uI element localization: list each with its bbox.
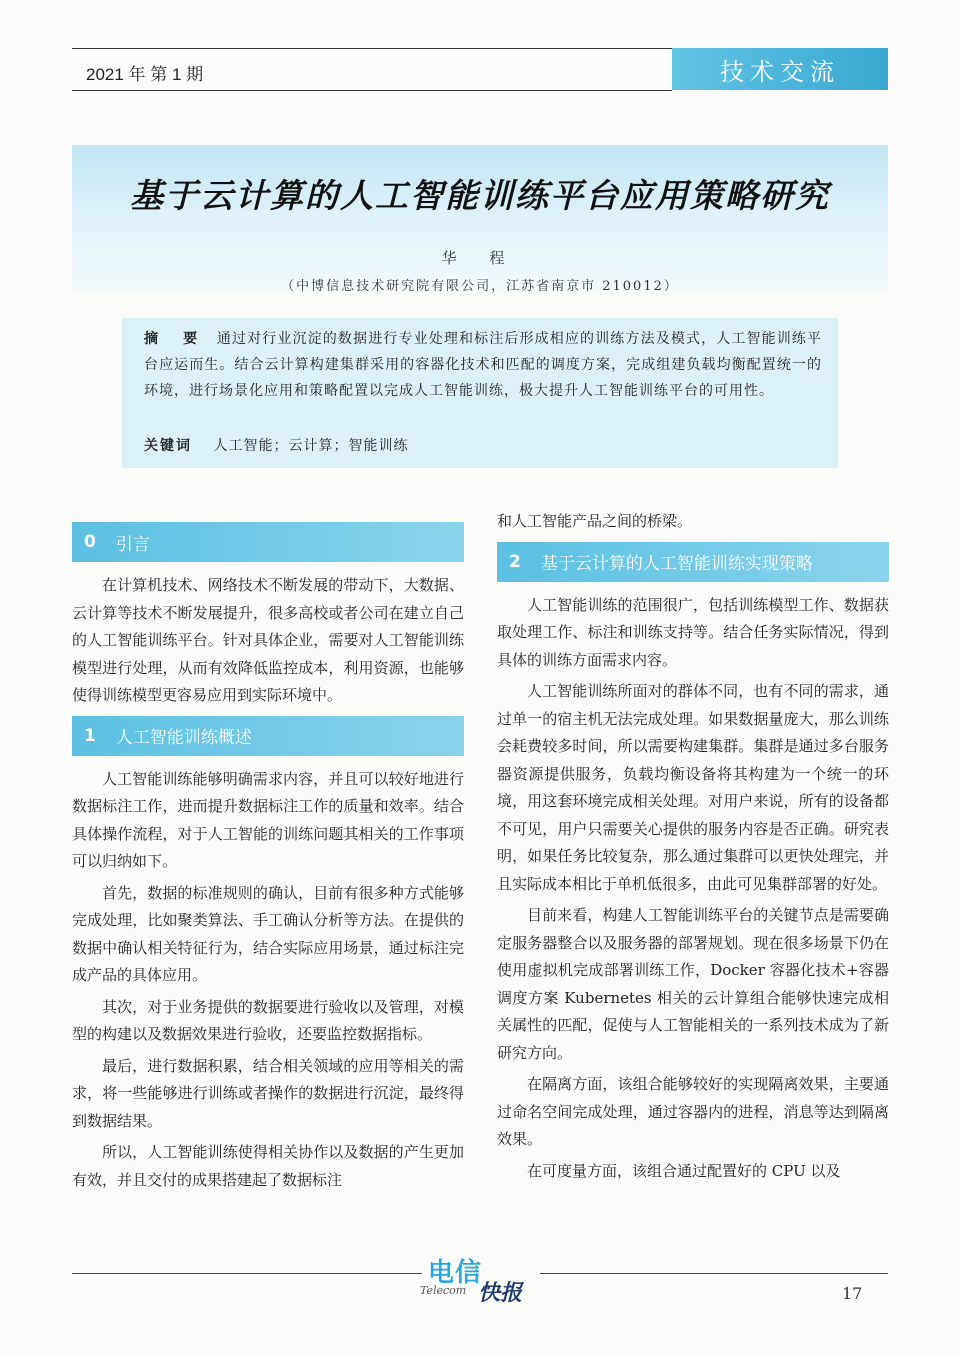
paragraph: 人工智能训练能够明确需求内容，并且可以较好地进行数据标注工作，进而提升数据标注工作的质量和效率。结合具体操作流程，对于人工智能的训练问题其相关的工作事项可以归纳如下。 — [72, 769, 464, 870]
header-rule-bottom — [72, 90, 672, 91]
paragraph: 首先，数据的标准规则的确认，目前有很多种方式能够完成处理，比如聚类算法、手工确认分析等方法。在提供的数据中确认相关特征行为，结合实际应用场景，通过标注完成产品的具体应用。 — [72, 883, 464, 984]
issue-label: 2021 年 第 1 期 — [86, 65, 204, 84]
right-column — [497, 508, 889, 1189]
paragraph-continuation: 和人工智能产品之间的桥梁。 — [497, 512, 693, 530]
abstract-label: 摘 要 — [144, 331, 208, 347]
paragraph: 在计算机技术、网络技术不断发展的带动下，大数据、云计算等技术不断发展提升，很多高校或者公司在建立自己的人工智能训练平台。针对具体企业，需要对人工智能训练模型进行处理，从而有效降低监控成本，利用资源，也能够使得训练模型更容易应用到实际环境中。 — [72, 576, 464, 704]
paragraph: 最后，进行数据积累，结合相关领域的应用等相关的需求，将一些能够进行训练或者操作的数据进行沉淀，最终得到数据结果。 — [72, 1056, 464, 1130]
section-title: 基于云计算的人工智能训练实现策略 — [540, 554, 813, 574]
section-number: 1 — [84, 725, 96, 746]
footer-rule-right — [540, 1273, 888, 1274]
section-number: 0 — [84, 532, 96, 552]
author: 华 程 — [441, 249, 519, 267]
section-heading-2 — [497, 542, 889, 582]
journal-logo — [420, 1252, 538, 1306]
left-column — [72, 516, 464, 1198]
section-heading-0 — [72, 522, 464, 562]
affiliation: （中博信息技术研究院有限公司，江苏省南京市 210012） — [281, 279, 679, 294]
section-tag: 技术交流 — [672, 48, 888, 90]
title-band — [72, 145, 888, 290]
abstract-text: 通过对行业沉淀的数据进行专业处理和标注后形成相应的训练方法及模式，人工智能训练平台应运而生。结合云计算构建集群采用的容器化技术和匹配的调度方案，完成组建负载均衡配置统一的环境，进行场景化应用和策略配置以完成人工智能训练，极大提升人工智能训练平台的可用性。 — [144, 331, 823, 399]
logo-script: 快报 — [478, 1280, 523, 1306]
paragraph: 所以，人工智能训练使得相关协作以及数据的产生更加有效，并且交付的成果搭建起了数据标注 — [72, 1143, 464, 1189]
section-heading-1 — [72, 716, 464, 756]
paragraph: 人工智能训练所面对的群体不同，也有不同的需求，通过单一的宿主机无法完成处理。如果数据量庞大，那么训练会耗费较多时间，所以需要构建集群。集群是通过多台服务器资源提供服务，负载均衡设备将其构建为一个统一的环境，用这套环境完成相关处理。对用户来说，所有的设备都不可见，用户只需要关心提供的服务内容是否正确。研究表明，如果任务比较复杂，那么通过集群可以更快处理完，并且实际成本相比于单机低很多，由此可见集群部署的好处。 — [497, 682, 889, 893]
section-title: 人工智能训练概述 — [115, 728, 252, 748]
keywords-label: 关键词 — [144, 438, 192, 454]
page-number: 17 — [842, 1284, 863, 1303]
footer-rule-left — [72, 1273, 422, 1274]
section-number: 2 — [509, 551, 521, 572]
logo-en: Telecom — [420, 1284, 467, 1297]
paragraph: 目前来看，构建人工智能训练平台的关键节点是需要确定服务器整合以及服务器的部署规划。现在很多场景下仍在使用虚拟机完成部署训练工作，Docker 容器化技术+容器调度方案 Kubernetes 相关的云计算组合能够快速完成相关属性的匹配，促使与人工智能相关的一系列技术成为了新研究方向。 — [497, 906, 889, 1062]
paragraph: 在隔离方面，该组合能够较好的实现隔离效果，主要通过命名空间完成处理，通过容器内的进程，消息等达到隔离效果。 — [497, 1075, 889, 1148]
paragraph: 人工智能训练的范围很广，包括训练模型工作、数据获取处理工作、标注和训练支持等。结合任务实际情况，得到具体的训练方面需求内容。 — [497, 595, 889, 669]
keywords — [144, 435, 408, 455]
abstract — [144, 326, 822, 404]
logo-cn: 电信 — [428, 1258, 483, 1288]
section-title: 引言 — [115, 534, 150, 555]
header-rule-top — [72, 48, 672, 49]
paragraph: 在可度量方面，该组合通过配置好的 CPU 以及 — [527, 1161, 841, 1180]
paragraph: 其次，对于业务提供的数据要进行验收以及管理，对模型的构建以及数据效果进行验收，还要监控数据指标。 — [72, 997, 464, 1043]
article-title: 基于云计算的人工智能训练平台应用策略研究 — [130, 176, 830, 215]
keywords-text: 人工智能；云计算；智能训练 — [213, 438, 409, 454]
